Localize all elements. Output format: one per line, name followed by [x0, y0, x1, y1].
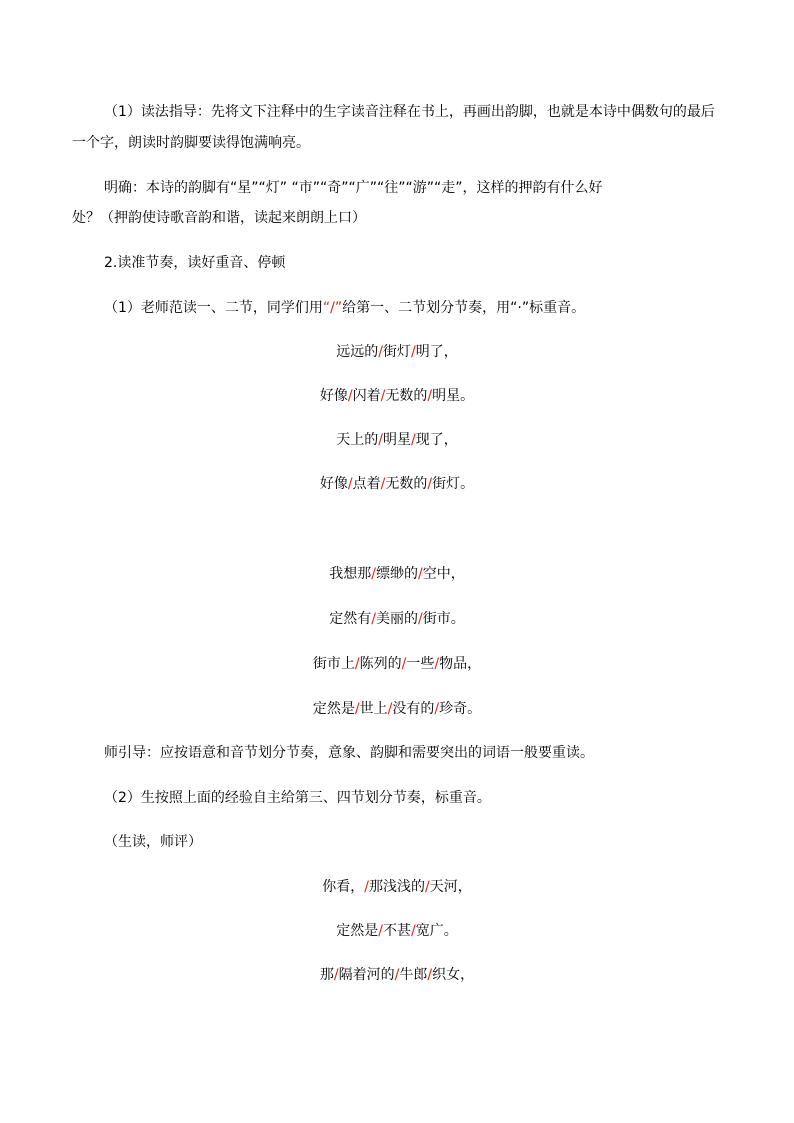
poem-phrase: 街灯。 [432, 476, 475, 492]
rhythm-slash: / [434, 656, 440, 672]
poem-phrase: 点着 [352, 476, 381, 492]
poem-phrase: 好像 [319, 476, 348, 492]
rhythm-slash: / [418, 566, 423, 582]
rhythm-slash: / [380, 476, 386, 492]
poem-line [0, 965, 794, 985]
poem-line [0, 609, 794, 629]
poem-phrase: 物品， [439, 656, 482, 672]
poem-phrase: 珍奇。 [439, 701, 482, 717]
poem-phrase: 不甚 [383, 923, 411, 939]
rhythm-slash: / [378, 344, 383, 360]
rhythm-slash: / [380, 388, 386, 404]
rhythm-slash: / [387, 701, 393, 717]
rhythm-slash: / [371, 566, 376, 582]
poem-phrase: 明了， [415, 344, 458, 360]
poem-phrase: 明星。 [432, 388, 475, 404]
rhythm-slash: / [378, 923, 383, 939]
clarification-line-1: 明确：本诗的韵脚有“星”“灯” “市”“奇”“广”“往”“游”“走”，这样的押韵有什么好 [104, 180, 603, 196]
poem-line [0, 342, 794, 362]
rhythm-slash: / [347, 476, 353, 492]
poem-phrase: 牛郎 [399, 967, 428, 983]
rhythm-slash: / [411, 923, 416, 939]
rhythm-slash: / [411, 344, 416, 360]
teacher-model-reading-post: 给第一、二节划分节奏，用“·”标重音。 [342, 300, 586, 316]
rhythm-slash: / [347, 388, 353, 404]
rhythm-slash: / [401, 656, 407, 672]
poem-phrase: 那 [319, 967, 334, 983]
poem-phrase: 明星 [383, 432, 411, 448]
poem-phrase: 定然有 [329, 611, 372, 627]
poem-phrase: 陈列的 [359, 656, 402, 672]
rhythm-slash: / [411, 432, 416, 448]
poem-line [0, 474, 794, 494]
rhythm-slash: / [427, 476, 433, 492]
poem-phrase: 美丽的 [376, 611, 418, 627]
rhythm-slash: / [333, 967, 339, 983]
poem-phrase: 远远的 [336, 344, 379, 360]
poem-line [0, 564, 794, 584]
teacher-model-reading-pre: （1）老师范读一、二节，同学们用 [104, 300, 323, 316]
poem-phrase: 定然是 [312, 701, 355, 717]
rhythm-slash: / [425, 879, 430, 895]
reading-guidance-line-2: 一个字，朗读时韵脚要读得饱满响亮。 [72, 135, 310, 151]
poem-phrase: 天河， [429, 879, 472, 895]
rhythm-slash: / [354, 701, 360, 717]
teacher-model-reading [104, 298, 585, 318]
poem-phrase: 现了， [415, 432, 458, 448]
poem-phrase: 街市上 [312, 656, 355, 672]
poem-line [0, 921, 794, 941]
rhythm-slash: / [371, 611, 376, 627]
poem-phrase: 你看， [322, 879, 365, 895]
poem-phrase: 隔着河的 [338, 967, 395, 983]
poem-phrase: 空中， [422, 566, 465, 582]
poem-line [0, 699, 794, 719]
reading-guidance-line-1: （1）读法指导：先将文下注释中的生字读音注释在书上，再画出韵脚，也就是本诗中偶数句的最后 [104, 104, 715, 120]
rhythm-slash: / [427, 388, 433, 404]
poem-phrase: 好像 [319, 388, 348, 404]
section-heading-rhythm: 2.读准节奏，读好重音、停顿 [104, 255, 286, 271]
poem-phrase: 缥缈的 [376, 566, 418, 582]
poem-phrase: 闪着 [352, 388, 381, 404]
poem-phrase: 宽广。 [415, 923, 458, 939]
poem-phrase: 无数的 [385, 388, 428, 404]
poem-line [0, 877, 794, 897]
poem-phrase: 无数的 [385, 476, 428, 492]
rhythm-slash: / [427, 967, 433, 983]
poem-phrase: 街灯 [383, 344, 411, 360]
clarification-line-2: 处？（押韵使诗歌音韵和谐，读起来朗朗上口） [72, 210, 366, 226]
poem-phrase: 我想那 [329, 566, 372, 582]
rhythm-slash: / [434, 701, 440, 717]
student-read-note: （生读，师评） [104, 834, 202, 850]
poem-phrase: 那浅浅的 [369, 879, 425, 895]
teacher-guidance: 师引导：应按语意和音节划分节奏，意象、韵脚和需要突出的词语一般要重读。 [104, 745, 594, 761]
student-practice-instruction: （2）生按照上面的经验自主给第三、四节划分节奏，标重音。 [104, 790, 491, 806]
rhythm-slash: / [354, 656, 360, 672]
poem-phrase: 没有的 [392, 701, 435, 717]
poem-phrase: 天上的 [336, 432, 379, 448]
poem-phrase: 织女， [432, 967, 475, 983]
poem-phrase: 街市。 [422, 611, 465, 627]
slash-symbol: “/” [322, 300, 343, 316]
poem-phrase: 定然是 [336, 923, 379, 939]
rhythm-slash: / [394, 967, 400, 983]
poem-phrase: 世上 [359, 701, 388, 717]
poem-line [0, 654, 794, 674]
poem-line [0, 386, 794, 406]
rhythm-slash: / [364, 879, 369, 895]
rhythm-slash: / [418, 611, 423, 627]
poem-line [0, 430, 794, 450]
rhythm-slash: / [378, 432, 383, 448]
poem-phrase: 一些 [406, 656, 435, 672]
